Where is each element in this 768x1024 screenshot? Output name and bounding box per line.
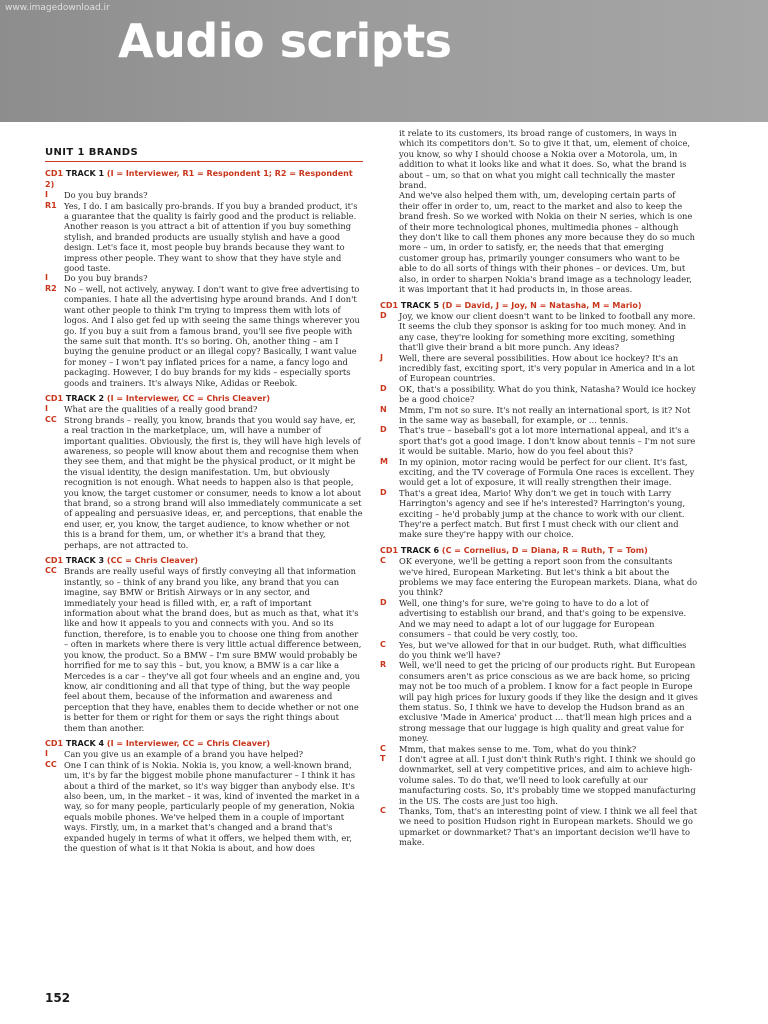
speaker-label: C	[380, 806, 386, 815]
left-column	[45, 148, 363, 853]
speaker-label: CC	[45, 566, 57, 576]
track-roles: (I = Interviewer, CC = Chris Cleaver)	[106, 393, 270, 403]
continued-text	[380, 128, 698, 295]
script-line	[380, 353, 698, 384]
script-line	[45, 190, 363, 200]
speaker-label: D	[380, 383, 387, 393]
track-roles: (I = Interviewer, CC = Chris Cleaver)	[106, 738, 270, 748]
script-line	[380, 425, 698, 456]
speaker-text: That's a great idea, Mario! Why don't we get in touch with Larry Harrington's agency and see if he's interested? Harrington's young, exciting – he'd probably jump at the chance to work with our client. They're a perfect match. But first I must check with our client and make sure they're happy with our choice.	[399, 487, 686, 540]
script-line	[380, 457, 698, 488]
track-heading	[380, 546, 698, 556]
speaker-label: I	[45, 273, 48, 283]
speaker-text: Yes, but we've allowed for that in our budget. Ruth, what difficulties do you think we'll have?	[399, 639, 687, 660]
script-line	[45, 415, 363, 550]
speaker-text: Can you give us an example of a brand you have helped?	[64, 749, 304, 760]
cd-label: CD1	[45, 393, 64, 403]
track-label: TRACK 2	[65, 393, 105, 403]
cd-label: CD1	[380, 545, 399, 555]
script-line	[45, 749, 363, 759]
cd-label: CD1	[45, 556, 64, 566]
script-line	[380, 598, 698, 640]
speaker-label: C	[380, 743, 386, 753]
speaker-text: Thanks, Tom, that's an interesting point of view. I think we all feel that we need to position Hudson right in European markets. Should we go upmarket or downmarket? That's an important decision we'll have to make.	[399, 806, 698, 848]
cd-label: CD1	[45, 169, 64, 179]
script-line	[45, 404, 363, 414]
speaker-text: OK, that's a possibility. What do you think, Natasha? Would ice hockey be a good choice?	[399, 383, 696, 405]
script-line	[45, 760, 363, 854]
speaker-text: Brands are really useful ways of firstly conveying all that information instantly, so – think of any brand you like, any brand that you can imagine, say BMW or British Airways or in any sector, and immediately your head is filled with, er, a raft of important information about what the brand does, but as much as that, what it's like and how it appeals to you and connects with you. And so its function, therefore, is to enable you to choose one thing from another – often in markets where there is very little actual difference between, you know, the product. So a BMW – I'm sure BMW would probably be horrified for me to say this – but, you know, a BMW is a car like a Mercedes is a car – they've all got four wheels and an engine and, you know, air conditioning and all that type of thing, but the way people feel about them, because of the information and awareness and perception that they have, enables them to decide whether or not one is better for them or right for them or says the right things about them than another.	[64, 566, 362, 733]
track-label: TRACK 5	[400, 300, 440, 310]
track-label: TRACK 3	[65, 556, 105, 566]
speaker-label: D	[380, 487, 387, 497]
speaker-label: I	[45, 404, 48, 414]
speaker-text: OK everyone, we'll be getting a report soon from the consultants we've hired, European Marketing. But let's think a bit about the problems we may face entering the European markets. Diana, what do you think?	[399, 556, 698, 598]
speaker-text: Mmm, that makes sense to me. Tom, what do you think?	[399, 743, 637, 754]
continued-paragraph: And we've also helped them with, um, developing certain parts of their offer in order to, um, react to the market and also to keep the brand fresh. So we worked with Nokia on their N series, which is one of their more technological phones, multimedia phones – although they don't like to call them phones any more because they do so much more – um, in order to satisfy, er, the needs that that emerging customer group has, primarily younger consumers who want to be able to do all sorts of things with their phones – or devices. Um, but also, in order to sharpen Nokia's brand image as a technology leader, it was important that it had products in, in those areas.	[399, 190, 695, 295]
speaker-text: One I can think of is Nokia. Nokia is, you know, a well-known brand, um, it's by far the biggest mobile phone manufacturer – I think it has about a third of the market, so it's way bigger than anybody else. It's also been, um, in the market – it was, kind of invented the market in a way, so for many people, particularly people of my generation, Nokia equals mobile phones. We've helped them in a couple of important ways. Firstly, um, in a market that's changed and a brand that's expanded hugely in terms of what it offers, we helped them with, er, the question of what is it that Nokia is about, and how does	[64, 759, 360, 853]
speaker-text: Do you buy brands?	[64, 190, 148, 201]
script-line	[380, 806, 698, 848]
speaker-text: In my opinion, motor racing would be perfect for our client. It's fast, exciting, and the TV coverage of Formula One races is excellent. They would get a lot of exposure, it will really strengthen their image.	[399, 456, 695, 488]
speaker-label: D	[380, 425, 387, 435]
speaker-label: R	[380, 660, 387, 670]
script-line	[380, 754, 698, 806]
track-heading	[45, 739, 363, 749]
speaker-text: Joy, we know our client doesn't want to be linked to football any more. It seems the club they sponsor is asking for too much money. And in any case, they're looking for something more exciting, something that'll give their brand a bit more punch. Any ideas?	[399, 310, 696, 353]
speaker-text: No – well, not actively, anyway. I don't want to give free advertising to companies. I hate all the advertising hype around brands. And I don't want other people to think I'm trying to impress them with lots of logos. And I also get fed up with seeing the same things wherever you go. If you buy a suit from a famous brand, you'll see five people with the same suit that month. It's so boring. Oh, another thing – am I buying the genuine product or an illegal copy? Basically, I want value for money – I won't pay inflated prices for a name, a fancy logo and packaging. However, I do buy brands for my kids – especially sports goods and trainers. It's always Nike, Adidas or Reebok.	[64, 283, 360, 388]
page-title: Audio scripts	[118, 14, 452, 68]
track-roles: (CC = Chris Cleaver)	[106, 556, 199, 566]
speaker-label: M	[380, 456, 388, 466]
speaker-label: CC	[45, 414, 57, 424]
speaker-label: J	[380, 352, 383, 362]
script-line	[45, 566, 363, 733]
script-line	[380, 744, 698, 754]
speaker-label: D	[380, 310, 387, 320]
speaker-label: R2	[45, 283, 57, 293]
watermark: www.imagedownload.ir	[5, 3, 110, 13]
speaker-label: C	[380, 556, 386, 566]
speaker-text: I don't agree at all. I just don't think Ruth's right. I think we should go downmarket, sell at very competitive prices, and aim to achieve high-volume sales. To do that, we'll need to look carefully at our manufacturing costs. So, it's probably time we stopped manufacturing in the US. The costs are just too high.	[399, 753, 696, 806]
right-tracks	[380, 301, 698, 848]
track-label: TRACK 1	[65, 169, 105, 179]
speaker-text: That's true – baseball's got a lot more international appeal, and it's a sport that's got a good image. I don't know about tennis – I'm not sure it would be suitable. Mario, how do you feel about this?	[399, 425, 696, 457]
script-line	[45, 273, 363, 283]
script-line	[45, 284, 363, 388]
left-tracks	[45, 169, 363, 853]
speaker-text: Well, one thing's for sure, we're going to have to do a lot of advertising to establish our brand, and that's going to be expensive. And we may need to adapt a lot of our luggage for European consumers – that could be very costly, too.	[399, 597, 687, 640]
track-roles: (I = Interviewer, R1 = Respondent 1; R2 = Respondent 2)	[45, 169, 353, 189]
speaker-label: C	[380, 639, 386, 649]
page-number: 152	[45, 991, 71, 1005]
track-roles: (C = Cornelius, D = Diana, R = Ruth, T = Tom)	[441, 545, 648, 555]
speaker-text: Strong brands – really, you know, brands that you would say have, er, a real traction in the marketplace, um, will have a number of important qualities. Obviously, the first is, they will have high levels of awareness, so people will know about them and recognise them when they see them, and that might be the physical product, or it might be the visual identity, the design manifestation. Um, but obviously recognition is not enough. What needs to happen also is that people, you know, the target customer or consumer, needs to know a lot about that brand, so a strong brand will also immediately communicate a set of appealing and persuasive ideas, er, and perceptions, that enable the end user, er, you know, the target audience, to know whether or not this is a brand for them, um, or whether it's a brand that they, perhaps, are not attracted to.	[64, 414, 363, 550]
speaker-text: Well, there are several possibilities. How about ice hockey? It's an incredibly fast, exciting sport, it's very popular in America and in a lot of European countries.	[399, 352, 695, 384]
script-line	[380, 311, 698, 353]
speaker-label: R1	[45, 200, 57, 210]
script-line	[45, 201, 363, 274]
speaker-text: Do you buy brands?	[64, 273, 148, 284]
script-line	[380, 556, 698, 598]
speaker-label: I	[45, 749, 48, 759]
speaker-label: N	[380, 404, 387, 414]
speaker-text: Well, we'll need to get the pricing of our products right. But European consumers aren't as price conscious as we are back home, so pricing may not be too much of a problem. I know for a fact people in Europe will pay high prices for luxury goods if they like the design and it gives them status. So, I think we have to develop the Hudson brand as an exclusive 'Made in America' product … that'll mean high prices and a strong message that our luggage is high quality and great value for money.	[399, 660, 698, 744]
track-label: TRACK 4	[65, 738, 105, 748]
script-line	[380, 384, 698, 405]
speaker-label: T	[380, 753, 386, 763]
script-line	[380, 488, 698, 540]
speaker-text: Yes, I do. I am basically pro-brands. If you buy a branded product, it's a guarantee that the quality is fairly good and the product is reliable. Another reason is you attract a bit of attention if you buy something stylish, and branded products are usually stylish and have a good design. Let's face it, most people buy brands because they want to impress other people. They want to show that they have style and good taste.	[64, 200, 358, 274]
speaker-label: D	[380, 597, 387, 607]
speaker-label: CC	[45, 759, 57, 769]
continued-paragraph: it relate to its customers, its broad range of customers, in ways in which its competitors don't. So to give it that, um, element of choice, you know, so why I should choose a Nokia over a Motorola, um, in addition to what it looks like and what it does. So, what the brand is about – um, so that on what you might call technically the master brand.	[399, 128, 690, 191]
track-heading	[45, 169, 363, 190]
script-line	[380, 405, 698, 426]
cd-label: CD1	[380, 300, 399, 310]
header-banner	[0, 0, 768, 122]
cd-label: CD1	[45, 738, 64, 748]
script-line	[380, 640, 698, 661]
right-column	[380, 128, 698, 848]
speaker-label: I	[45, 190, 48, 200]
track-heading	[45, 394, 363, 404]
track-heading	[45, 556, 363, 566]
script-line	[380, 660, 698, 743]
unit-heading: UNIT 1 BRANDS	[45, 148, 363, 162]
track-label: TRACK 6	[400, 545, 440, 555]
speaker-text: What are the qualities of a really good brand?	[64, 404, 258, 415]
track-heading	[380, 301, 698, 311]
track-roles: (D = David, J = Joy, N = Natasha, M = Mario)	[441, 300, 642, 310]
speaker-text: Mmm, I'm not so sure. It's not really an international sport, is it? Not in the same way as baseball, for example, or … tennis.	[399, 404, 691, 425]
